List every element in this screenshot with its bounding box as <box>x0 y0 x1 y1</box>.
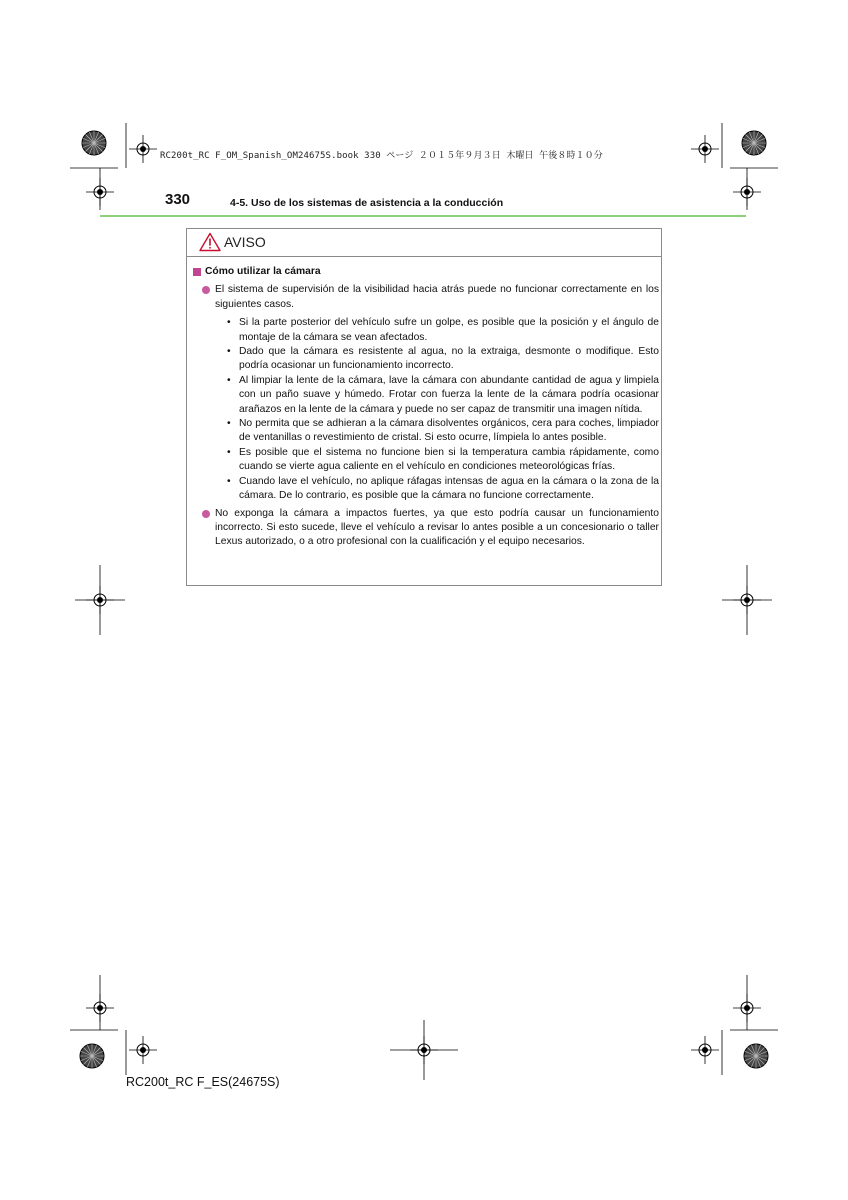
warning-body <box>193 265 659 553</box>
list-item <box>193 283 659 503</box>
print-header: RC200t_RC F_OM_Spanish_OM24675S.book 330 ページ ２０１５年９月３日 木曜日 午後８時１０分 <box>160 151 603 161</box>
warning-box <box>186 228 662 586</box>
page-number: 330 <box>165 191 191 208</box>
list-item-text: No exponga la cámara a impactos fuertes, ya que esto podría causar un funcionamiento incorrecto. Si esto sucede, lleve el vehículo a revisar lo antes posible a un concesionario o taller Lexus autorizado, o a otro profesional con la cualificación y el equipo necesarios. <box>215 507 659 548</box>
warning-header <box>187 229 661 257</box>
square-bullet-icon <box>193 268 201 276</box>
list-item <box>193 507 659 550</box>
sub-list-item: • No permita que se adhieran a la cámara disolventes orgánicos, cera para coches, limpiador de ventanillas o revestimiento de cristal. Si esto ocurre, límpiela lo antes posible. <box>227 417 659 446</box>
circle-bullet-icon <box>202 286 210 294</box>
sub-list-item: • Al limpiar la lente de la cámara, lave la cámara con abundante cantidad de agua y limpiela con un paño suave y húmedo. Frotar con fuerza la lente de la cámara podría ocasionar arañazos en la lente de la cámara y puede no ser capaz de transmitir una imagen nítida. <box>227 374 659 417</box>
sub-list-item: • Cuando lave el vehículo, no aplique ráfagas intensas de agua en la cámara o la zona de la cámara. De lo contrario, es posible que la cámara no funcione correctamente. <box>227 475 659 504</box>
warning-heading <box>193 265 659 279</box>
sub-list-item: • Dado que la cámara es resistente al agua, no la extraiga, desmonte o modifique. Esto podría ocasionar un funcionamiento incorrecto. <box>227 345 659 374</box>
list-item-text: El sistema de supervisión de la visibilidad hacia atrás puede no funcionar correctamente en los siguientes casos. <box>215 284 659 310</box>
footer-code: RC200t_RC F_ES(24675S) <box>126 1075 280 1089</box>
circle-bullet-icon <box>202 510 210 518</box>
warning-label: AVISO <box>224 234 266 250</box>
warning-heading-text: Cómo utilizar la cámara <box>205 266 321 277</box>
sub-list <box>215 316 659 503</box>
section-title: 4-5. Uso de los sistemas de asistencia a la conducción <box>230 197 504 209</box>
warning-triangle-icon <box>199 232 221 252</box>
header-divider <box>100 215 746 217</box>
sub-list-item: • Si la parte posterior del vehículo sufre un golpe, es posible que la posición y el ángulo de montaje de la cámara se vean afectados. <box>227 316 659 345</box>
sub-list-item: • Es posible que el sistema no funcione bien si la temperatura cambia rápidamente, como cuando se vierte agua caliente en el vehículo en condiciones meteorológicas frías. <box>227 446 659 475</box>
